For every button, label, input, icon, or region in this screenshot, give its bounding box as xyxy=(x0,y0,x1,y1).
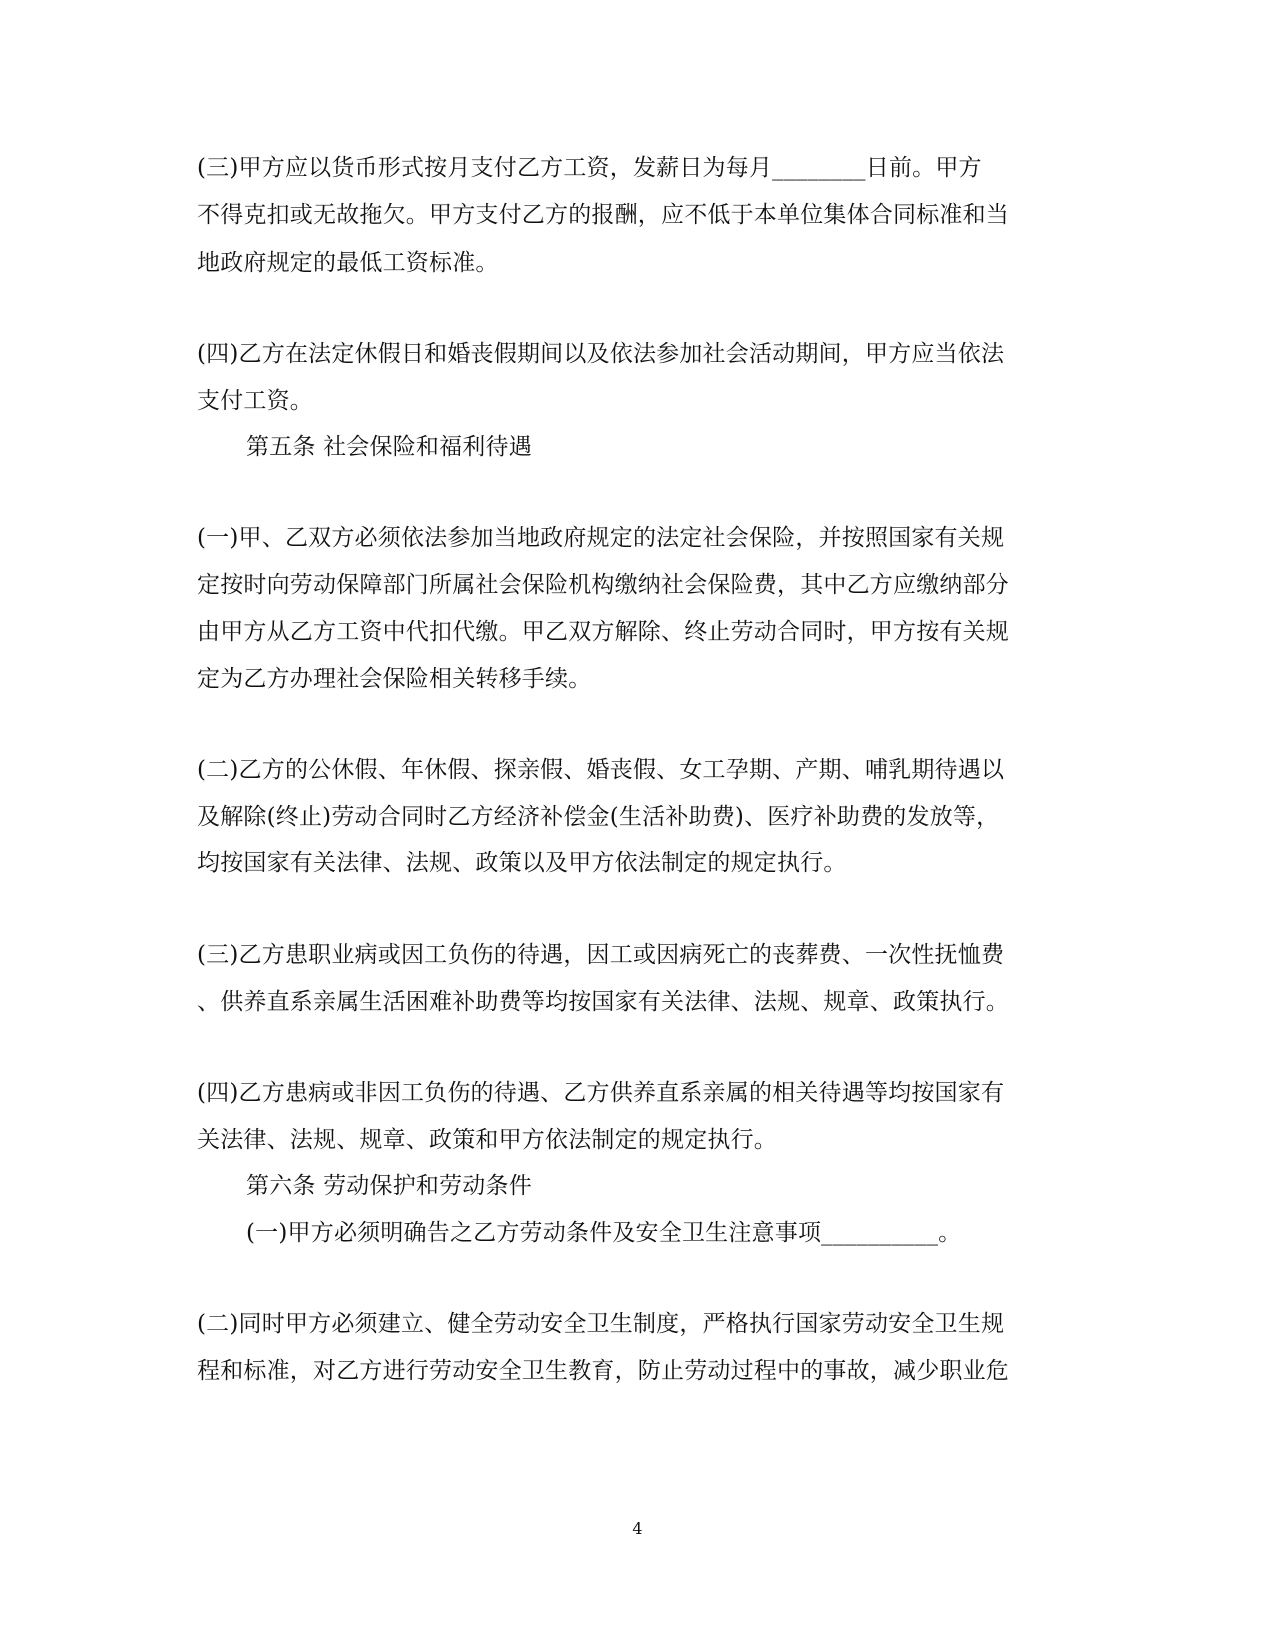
text-line: 由甲方从乙方工资中代扣代缴。甲乙双方解除、终止劳动合同时，甲方按有关规 xyxy=(197,619,1009,645)
text-line: (四)乙方患病或非因工负伤的待遇、乙方供养直系亲属的相关待遇等均按国家有 xyxy=(197,1080,1005,1106)
text-line: (一)甲方必须明确告之乙方劳动条件及安全卫生注意事项__________。 xyxy=(246,1220,962,1246)
text-line: 不得克扣或无故拖欠。甲方支付乙方的报酬，应不低于本单位集体合同标准和当 xyxy=(197,202,1009,228)
page-number: 4 xyxy=(632,1519,643,1538)
text-line: 程和标准，对乙方进行劳动安全卫生教育，防止劳动过程中的事故，减少职业危 xyxy=(197,1358,1009,1384)
text-line: 关法律、法规、规章、政策和甲方依法制定的规定执行。 xyxy=(197,1127,777,1153)
section-heading: 第五条 社会保险和福利待遇 xyxy=(246,434,532,460)
text-line: (三)甲方应以货币形式按月支付乙方工资，发薪日为每月________日前。甲方 xyxy=(197,155,982,181)
text-line: (二)乙方的公休假、年休假、探亲假、婚丧假、女工孕期、产期、哺乳期待遇以 xyxy=(197,757,1005,783)
section-heading: 第六条 劳动保护和劳动条件 xyxy=(246,1173,532,1199)
text-line: 支付工资。 xyxy=(197,388,313,414)
text-line: 均按国家有关法律、法规、政策以及甲方依法制定的规定执行。 xyxy=(197,850,847,876)
text-line: (二)同时甲方必须建立、健全劳动安全卫生制度，严格执行国家劳动安全卫生规 xyxy=(197,1311,1005,1337)
text-line: 定按时向劳动保障部门所属社会保险机构缴纳社会保险费，其中乙方应缴纳部分 xyxy=(197,572,1009,598)
text-line: (三)乙方患职业病或因工负伤的待遇，因工或因病死亡的丧葬费、一次性抚恤费 xyxy=(197,942,1005,968)
text-line: (一)甲、乙双方必须依法参加当地政府规定的法定社会保险，并按照国家有关规 xyxy=(197,525,1005,551)
text-line: 及解除(终止)劳动合同时乙方经济补偿金(生活补助费)、医疗补助费的发放等， xyxy=(197,804,1000,830)
text-line: 、供养直系亲属生活困难补助费等均按国家有关法律、法规、规章、政策执行。 xyxy=(197,989,1009,1015)
text-line: (四)乙方在法定休假日和婚丧假期间以及依法参加社会活动期间，甲方应当依法 xyxy=(197,341,1005,367)
text-line: 定为乙方办理社会保险相关转移手续。 xyxy=(197,666,592,692)
text-line: 地政府规定的最低工资标准。 xyxy=(197,250,499,276)
